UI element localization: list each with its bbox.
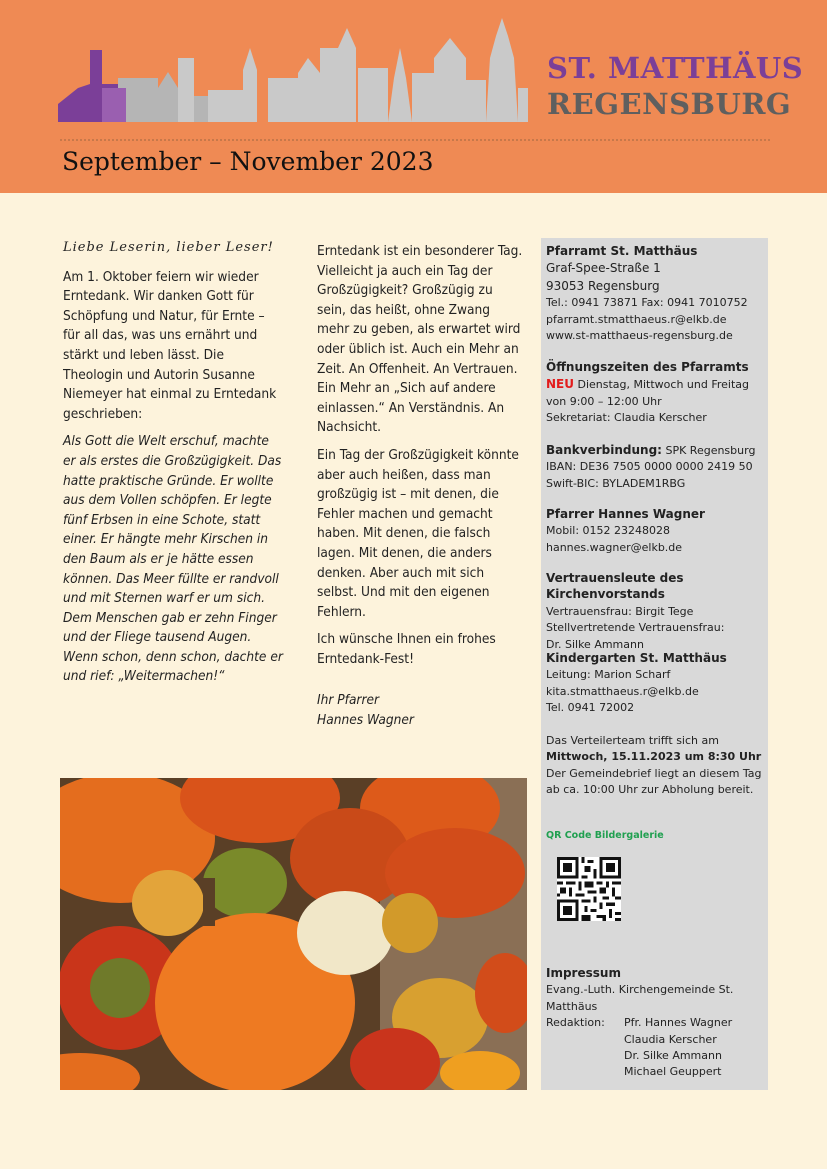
impressum-block — [546, 965, 766, 1081]
office-email[interactable]: pfarramt.stmatthaeus.r@elkb.de — [546, 312, 727, 326]
parish-title — [547, 50, 803, 122]
dotted-divider — [60, 139, 770, 141]
greeting: Liebe Leserin, lieber Leser! — [63, 240, 274, 255]
board-line3: Dr. Silke Ammann — [546, 637, 644, 651]
bank-block — [546, 442, 766, 492]
city-skyline-logo — [58, 18, 528, 122]
page-header — [0, 0, 827, 193]
board-line2: Stellvertretende Vertrauensfrau: — [546, 621, 725, 635]
paragraph-1: Erntedank ist ein besonderer Tag. Vielleicht ja auch ein Tag der Großzügigkeit? Großzügig zu sein, das heißt, ohne Zwang mehr zu geben, als erwartet wird oder üblich ist. Auch ein Mehr an Zeit. An Offenheit. An Vertrauen. Ein Mehr an „Sich auf andere einlassen.“ An Verständnis. An Nachsicht. — [317, 243, 523, 436]
distribution-line4: ab ca. 10:00 Uhr zur Abholung bereit. — [546, 783, 754, 797]
pastor-block — [546, 506, 766, 556]
kita-lead: Leitung: Marion Scharf — [546, 668, 671, 682]
distribution-line3: Der Gemeindebrief liegt an diesem Tag — [546, 766, 762, 780]
hours-time: von 9:00 – 12:00 Uhr — [546, 394, 662, 408]
editor-name: Dr. Silke Ammann — [624, 1049, 722, 1063]
paragraph-3: Ich wünsche Ihnen ein frohes Erntedank-Fest! — [317, 631, 496, 667]
new-badge: NEU — [546, 377, 574, 392]
signature-line1: Ihr Pfarrer — [317, 692, 380, 709]
pumpkin-photo — [60, 778, 527, 1090]
editors-label: Redaktion: — [546, 1016, 605, 1030]
distribution-date: Mittwoch, 15.11.2023 um 8:30 Uhr — [546, 750, 762, 764]
kita-block — [546, 650, 766, 717]
office-street: Graf-Spee-Straße 1 — [546, 261, 661, 276]
impressum-publisher: Evang.-Luth. Kirchengemeinde St. Matthäus — [546, 983, 734, 1013]
editor-name: Claudia Kerscher — [624, 1032, 717, 1046]
board-line1: Vertrauensfrau: Birgit Tege — [546, 604, 694, 618]
office-heading: Pfarramt St. Matthäus — [546, 244, 698, 258]
qr-code-icon[interactable] — [557, 857, 621, 921]
editor-name: Michael Geuppert — [624, 1065, 722, 1079]
letter-column-2 — [317, 242, 525, 739]
editor-name: Pfr. Hannes Wagner — [624, 1016, 733, 1030]
office-city: 93053 Regensburg — [546, 278, 660, 293]
paragraph-2: Ein Tag der Großzügigkeit könnte aber auch heißen, dass man großzügig ist – mit denen, die Fehler machen und gemacht haben. Mit denen, die falsch lagen. Mit denen, die anders denken. Aber auch mit sich selbst. Und mit den eigenen Fehlern. — [317, 446, 519, 620]
distribution-block — [546, 733, 766, 799]
hours-block — [546, 359, 766, 427]
hours-days: Dienstag, Mittwoch und Freitag — [573, 378, 750, 392]
bank-name: SPK Regensburg — [661, 444, 756, 457]
board-heading: Vertrauensleute des Kirchenvorstands — [546, 571, 684, 602]
distribution-line1: Das Verteilerteam trifft sich am — [546, 734, 719, 747]
pastor-mobile: Mobil: 0152 23248028 — [546, 524, 670, 538]
office-website[interactable]: www.st-matthaeus-regensburg.de — [546, 329, 733, 343]
impressum-heading: Impressum — [546, 966, 621, 980]
quote-paragraph: Als Gott die Welt erschuf, machte er als erstes die Großzügigkeit. Das hatte praktische Gründe. Er wollte aus dem Vollen schöpfen. Er legte fünf Erbsen in eine Schote, statt einer. Er hängte mehr Kirschen in den Baum als er je hätte essen können. Das Meer füllte er randvoll und mit Sternen warf er um sich. Dem Menschen gab er zehn Finger und der Fliege tausend Augen. Wenn schon, denn schon, dachte er und rief: „Weitermachen!“ — [63, 433, 283, 685]
editors-list — [624, 1015, 732, 1081]
qr-label-block — [546, 827, 766, 844]
qr-label: QR Code Bildergalerie — [546, 830, 664, 841]
pastor-heading: Pfarrer Hannes Wagner — [546, 507, 705, 521]
signature — [317, 691, 525, 730]
kita-heading: Kindergarten St. Matthäus — [546, 651, 727, 665]
letter-column-1 — [63, 238, 285, 695]
pumpkins-image — [60, 778, 527, 1090]
editors-table — [546, 1015, 732, 1081]
office-phone: Tel.: 0941 73871 Fax: 0941 7010752 — [546, 296, 748, 310]
kita-email[interactable]: kita.stmatthaeus.r@elkb.de — [546, 684, 699, 698]
pastor-email[interactable]: hannes.wagner@elkb.de — [546, 540, 683, 554]
intro-paragraph: Am 1. Oktober feiern wir wieder Erntedank. Wir danken Gott für Schöpfung und Natur, für Ernte – für all das, was uns ernährt und stärkt und leben lässt. Die Theologin und Autorin Susanne Niemeyer hat einmal zu Erntedank geschrieben: — [63, 268, 277, 422]
bank-heading: Bankverbindung: — [546, 443, 662, 457]
kita-phone: Tel. 0941 72002 — [546, 701, 635, 715]
parish-title-line2: REGENSBURG — [547, 87, 792, 121]
office-block — [546, 243, 766, 344]
bank-bic: Swift-BIC: BYLADEM1RBG — [546, 476, 686, 490]
board-block — [546, 570, 766, 653]
secretary: Sekretariat: Claudia Kerscher — [546, 411, 707, 425]
issue-date: September – November 2023 — [62, 147, 434, 176]
hours-heading: Öffnungszeiten des Pfarramts — [546, 360, 749, 374]
bank-iban: IBAN: DE36 7505 0000 0000 2419 50 — [546, 460, 753, 474]
signature-line2: Hannes Wagner — [317, 712, 414, 729]
parish-title-line1: ST. MATTHÄUS — [547, 51, 804, 85]
